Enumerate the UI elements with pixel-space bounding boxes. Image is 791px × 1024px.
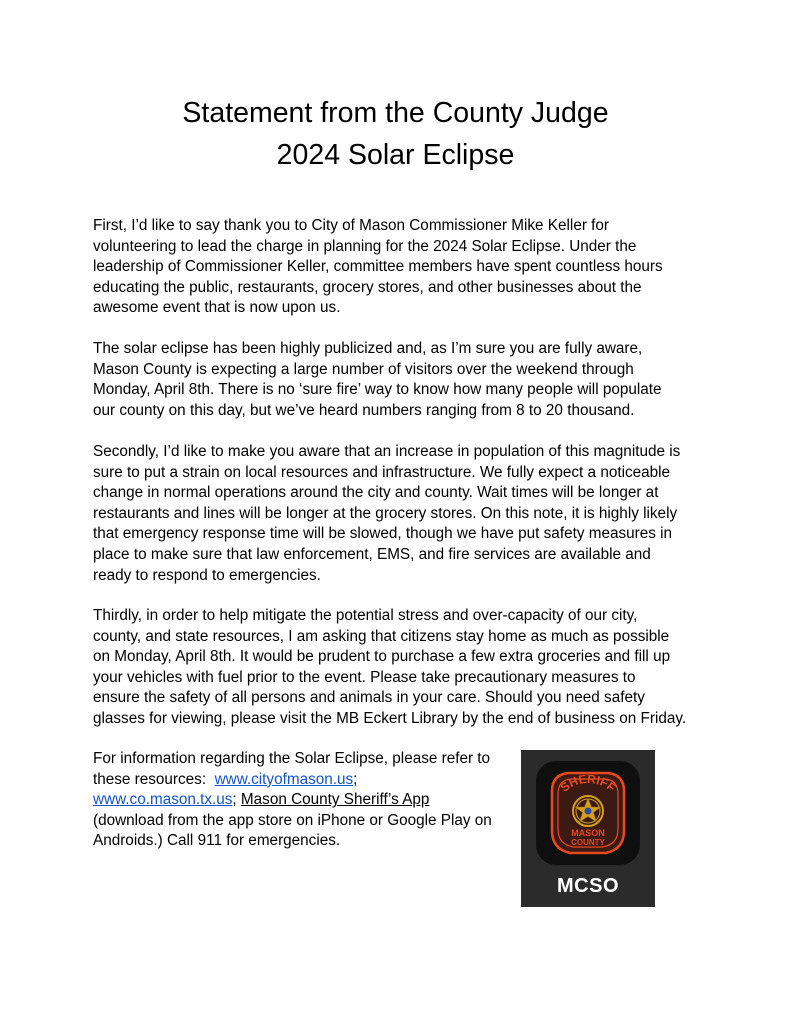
text-line: Secondly, I’d like to make you aware that an increase in population of this magnitude is bbox=[93, 443, 681, 460]
sheriff-badge-icon bbox=[536, 761, 640, 865]
text-line: your vehicles with fuel prior to the event. Please take precautionary measures to bbox=[93, 668, 636, 686]
text-line: change in normal operations around the city and county. Wait times will be longer at bbox=[93, 484, 659, 502]
text-line: Thirdly, in order to help mitigate the potential stress and over-capacity of our city, bbox=[93, 607, 638, 624]
text-line: sure to put a strain on local resources and infrastructure. We fully expect a noticeable bbox=[93, 463, 671, 481]
paragraph-resources-strain bbox=[93, 442, 708, 586]
title-line-2: 2024 Solar Eclipse bbox=[276, 139, 515, 171]
resources-prefix: these resources: bbox=[93, 770, 215, 788]
badge-bottom-text-2: COUNTY bbox=[571, 838, 605, 847]
text-line: awesome event that is now upon us. bbox=[93, 299, 341, 317]
paragraph-stay-home bbox=[93, 606, 708, 730]
paragraph-thanks bbox=[93, 216, 708, 319]
text-line: ready to respond to emergencies. bbox=[93, 566, 321, 584]
text-line: Monday, April 8th. There is no ‘sure fire’ way to know how many people will populate bbox=[93, 381, 662, 399]
paragraph-visitors bbox=[93, 339, 708, 421]
text-line bbox=[93, 790, 513, 811]
text-line: (download from the app store on iPhone or Google Play on bbox=[93, 811, 492, 829]
text-line bbox=[93, 770, 513, 791]
text-line: restaurants and lines will be longer at the grocery stores. On this note, it is highly likely bbox=[93, 504, 678, 522]
sheriff-app-name: Mason County Sheriff’s App bbox=[240, 791, 430, 809]
text-line: on Monday, April 8th. It would be prudent to purchase a few extra groceries and fill up bbox=[93, 648, 671, 666]
badge-top-text: SHERIFF bbox=[557, 771, 619, 795]
text-line: county, and state resources, I am asking that citizens stay home as much as possible bbox=[93, 627, 670, 645]
app-label: MCSO bbox=[557, 875, 619, 897]
badge-bottom-text-1: MASON bbox=[571, 828, 605, 838]
city-website-link[interactable]: www.cityofmason.us bbox=[214, 770, 354, 788]
text-line: glasses for viewing, please visit the MB Eckert Library by the end of business on Friday. bbox=[93, 709, 687, 727]
text-line: The solar eclipse has been highly publicized and, as I’m sure you are fully aware, bbox=[93, 340, 643, 357]
paragraph-resource-links bbox=[93, 749, 513, 852]
separator: ; bbox=[353, 770, 358, 788]
mcso-app-tile bbox=[521, 750, 655, 907]
text-line: For information regarding the Solar Eclipse, please refer to bbox=[93, 750, 491, 767]
text-line: Mason County is expecting a large number of visitors over the weekend through bbox=[93, 360, 634, 378]
text-line: ensure the safety of all persons and animals in your care. Should you need safety bbox=[93, 689, 645, 707]
text-line: our county on this day, but we’ve heard numbers ranging from 8 to 20 thousand. bbox=[93, 401, 635, 419]
document-title bbox=[0, 92, 791, 176]
separator: ; bbox=[232, 791, 241, 809]
title-line-1: Statement from the County Judge bbox=[182, 97, 609, 129]
text-line: Androids.) Call 911 for emergencies. bbox=[93, 832, 341, 850]
text-line: leadership of Commissioner Keller, committee members have spent countless hours bbox=[93, 258, 663, 276]
text-line: that emergency response time will be slowed, though we have put safety measures in bbox=[93, 525, 673, 543]
county-website-link[interactable]: www.co.mason.tx.us bbox=[93, 791, 233, 809]
text-line: place to make sure that law enforcement, EMS, and fire services are available and bbox=[93, 545, 651, 563]
text-line: First, I’d like to say thank you to City of Mason Commissioner Mike Keller for bbox=[93, 217, 610, 234]
text-line: volunteering to lead the charge in planning for the 2024 Solar Eclipse. Under the bbox=[93, 237, 637, 255]
text-line: educating the public, restaurants, grocery stores, and other businesses about the bbox=[93, 278, 642, 296]
sheriff-badge-svg bbox=[536, 761, 640, 865]
